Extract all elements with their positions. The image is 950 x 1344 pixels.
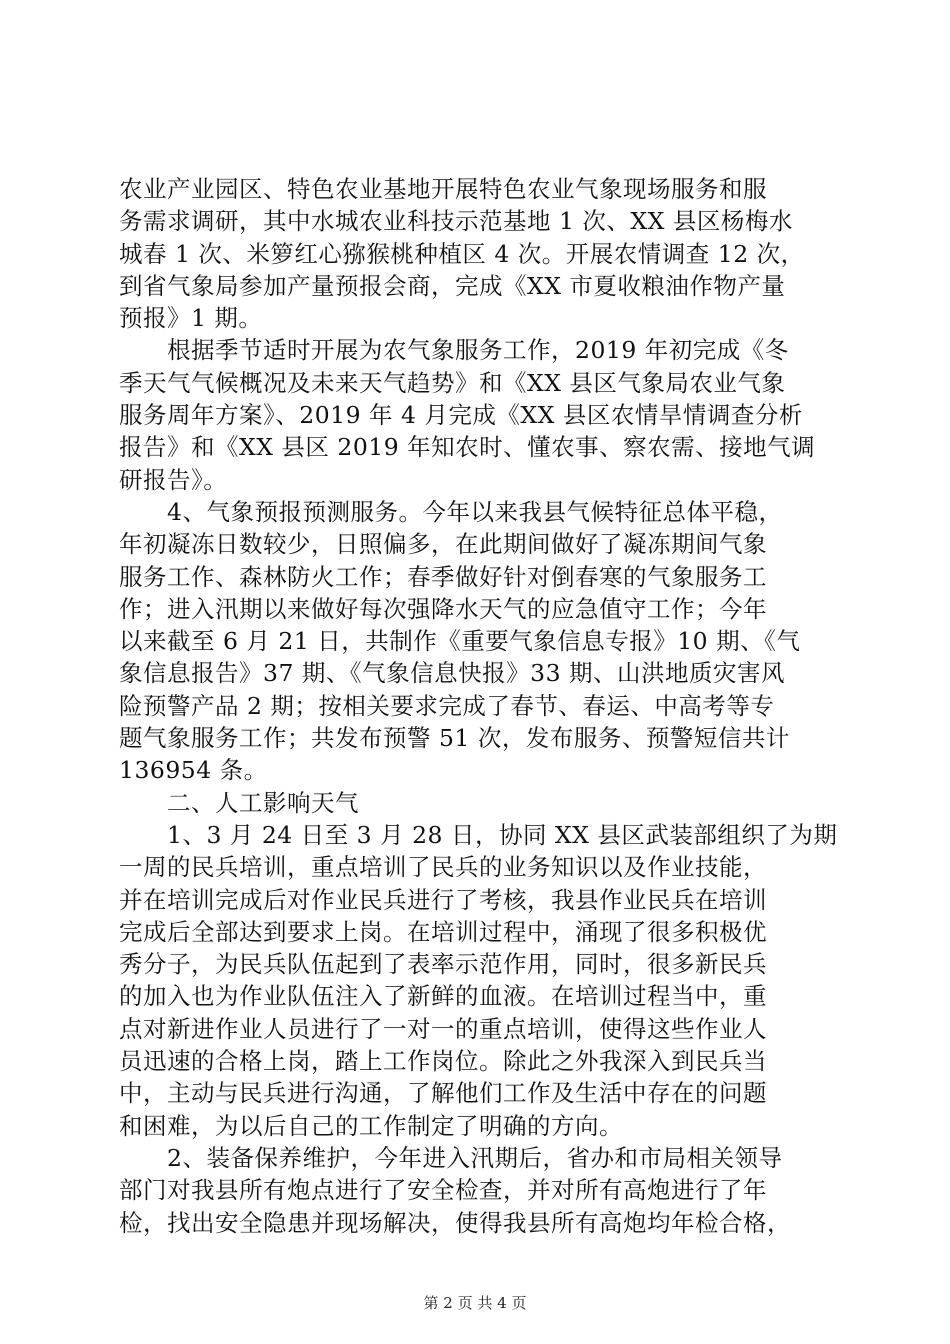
text-line: 预报》1 期。: [119, 304, 263, 333]
text-line: 题气象服务工作；共发布预警 51 次，发布服务、预警短信共计: [119, 724, 790, 753]
text-line: 报告》和《XX 县区 2019 年知农时、懂农事、察农需、接地气调: [119, 433, 816, 462]
text-line: 136954 条。: [119, 756, 268, 785]
text-line: 服务工作、森林防火工作；春季做好针对倒春寒的气象服务工: [119, 562, 767, 591]
text-line: 根据季节适时开展为农气象服务工作，2019 年初完成《冬: [167, 336, 789, 365]
text-line: 一周的民兵培训，重点培训了民兵的业务知识以及作业技能，: [119, 853, 767, 882]
text-line: 季天气气候概况及未来天气趋势》和《XX 县区气象局农业气象: [119, 368, 786, 397]
document-body: [119, 173, 837, 1239]
text-line: 秀分子，为民兵队伍起到了表率示范作用，同时，很多新民兵: [119, 950, 767, 979]
text-line: 研报告》。: [119, 465, 228, 494]
paragraph-seasonal-service: [119, 334, 837, 495]
paragraph-forecast-service: [119, 496, 837, 787]
paragraph-continued-survey: [119, 173, 837, 334]
text-line: 农业产业园区、特色农业基地开展特色农业气象现场服务和服: [119, 175, 767, 203]
text-line: 年初凝冻日数较少，日照偏多，在此期间做好了凝冻期间气象: [119, 530, 767, 559]
paragraph-equipment-maintenance: [119, 1142, 837, 1239]
text-line: 检，找出安全隐患并现场解决，使得我县所有高炮均年检合格，: [119, 1208, 791, 1237]
text-line: 城春 1 次、米箩红心猕猴桃种植区 4 次。开展农情调查 12 次，: [119, 239, 805, 268]
text-line: 2、装备保养维护，今年进入汛期后，省办和市局相关领导: [167, 1143, 783, 1172]
text-line: 部门对我县所有炮点进行了安全检查，并对所有高炮进行了年: [119, 1176, 767, 1205]
text-line: 险预警产品 2 期；按相关要求完成了春节、春运、中高考等专: [119, 691, 775, 720]
text-line: 员迅速的合格上岗，踏上工作岗位。除此之外我深入到民兵当: [119, 1047, 767, 1076]
text-line: 中，主动与民兵进行沟通，了解他们工作及生活中存在的问题: [119, 1079, 767, 1108]
page-footer: 第 2 页 共 4 页: [423, 1294, 527, 1312]
text-line: 到省气象局参加产量预报会商，完成《XX 市夏收粮油作物产量: [119, 271, 786, 300]
text-line: 和困难，为以后自己的工作制定了明确的方向。: [119, 1111, 623, 1140]
text-line: 务需求调研，其中水城农业科技示范基地 1 次、XX 县区杨梅水: [119, 207, 793, 236]
text-line: 点对新进作业人员进行了一对一的重点培训，使得这些作业人: [119, 1014, 767, 1043]
text-line: 以来截至 6 月 21 日，共制作《重要气象信息专报》10 期、《气: [119, 627, 801, 656]
text-line: 1、3 月 24 日至 3 月 28 日，协同 XX 县区武装部组织了为期: [167, 820, 838, 849]
paragraph-section-heading: [119, 787, 837, 819]
text-line: 象信息报告》37 期、《气象信息快报》33 期、山洪地质灾害风: [119, 659, 785, 688]
text-line: 4、气象预报预测服务。今年以来我县气候特征总体平稳，: [167, 497, 783, 526]
paragraph-militia-training: [119, 819, 837, 1142]
text-line: 二、人工影响天气: [167, 788, 359, 817]
text-line: 的加入也为作业队伍注入了新鲜的血液。在培训过程当中，重: [119, 982, 767, 1011]
text-line: 作；进入汛期以来做好每次强降水天气的应急值守工作；今年: [119, 594, 767, 623]
text-line: 服务周年方案》、2019 年 4 月完成《XX 县区农情旱情调查分析: [119, 401, 803, 430]
text-line: 完成后全部达到要求上岗。在培训过程中，涌现了很多积极优: [119, 917, 767, 946]
text-line: 并在培训完成后对作业民兵进行了考核，我县作业民兵在培训: [119, 885, 767, 914]
